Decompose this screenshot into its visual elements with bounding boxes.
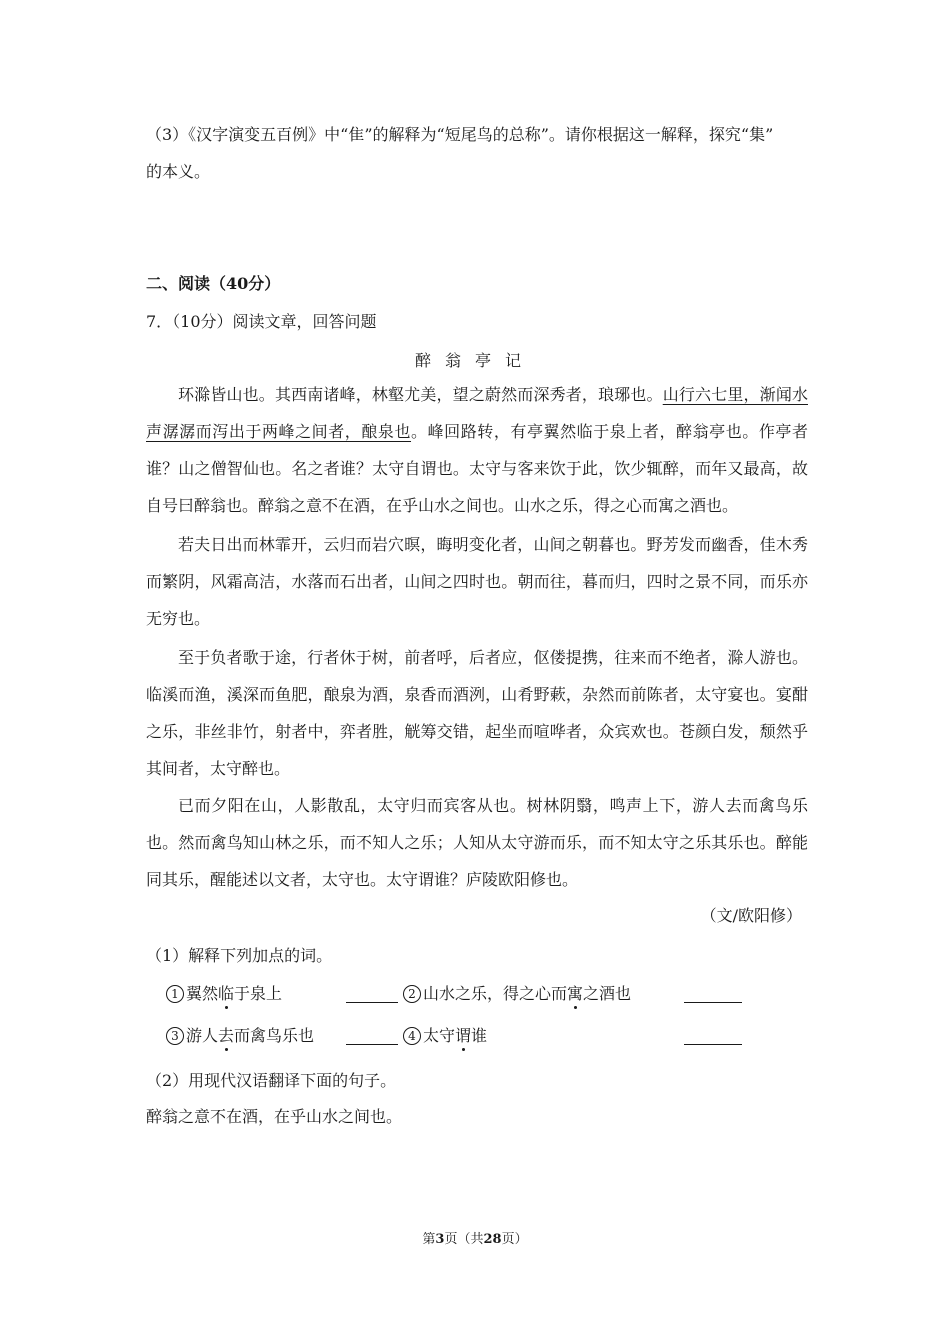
word-item-2 [403, 984, 631, 1004]
underlined-sentence: 山行六七里，渐闻水声潺潺而泻出于两峰之间者，酿泉也 [146, 385, 808, 441]
word-item-text: 于泉上 [234, 984, 283, 1003]
word-item-text: 翼然 [186, 984, 219, 1003]
current-page-number: 3 [435, 1232, 445, 1247]
page-footer [0, 1228, 950, 1247]
circle-number: 2 [403, 985, 421, 1003]
word-item-text: 山水之乐，得之心而 [423, 984, 568, 1003]
word-item-text: 谁 [471, 1026, 488, 1045]
total-page-number: 28 [483, 1232, 502, 1247]
dotted-word: 临 [218, 984, 235, 1003]
circle-number: 1 [166, 985, 184, 1003]
question-7-prompt: 7．（10分）阅读文章，回答问题 [146, 312, 377, 331]
passage-title: 醉翁亭记 [414, 351, 535, 370]
sub-question-1-label: （1）解释下列加点的词。 [146, 946, 333, 965]
word-item-3 [166, 1026, 314, 1046]
footer-text: 第 [422, 1232, 436, 1247]
section-heading: 二、阅读（40分） [146, 274, 281, 293]
q6-3-line1: （3）《汉字演变五百例》中“隹”的解释为“短尾鸟的总称”。请你根据这一解释，探究“集” [146, 125, 774, 144]
author-attribution: （文/欧阳修） [700, 906, 802, 925]
word-item-text: 而禽鸟乐也 [234, 1026, 315, 1045]
passage-paragraph-1 [146, 376, 808, 524]
paragraph-1-start: 环滁皆山也。其西南诸峰，林壑尤美，望之蔚然而深秀者，琅琊也。 [178, 385, 663, 404]
answer-blank-4[interactable] [684, 1044, 742, 1045]
footer-text: 页（共 [444, 1232, 484, 1247]
passage-paragraph-2: 若夫日出而林霏开，云归而岩穴暝，晦明变化者，山间之朝暮也。野芳发而幽香，佳木秀而繁阴，风霜高洁，水落而石出者，山间之四时也。朝而往，暮而归，四时之景不同，而乐亦无穷也。 [146, 535, 808, 628]
sub-question-2-label: （2）用现代汉语翻译下面的句子。 [146, 1071, 397, 1090]
word-item-text: 之酒也 [583, 984, 632, 1003]
passage-paragraph-3: 至于负者歌于途，行者休于树，前者呼，后者应，伛偻提携，往来而不绝者，滁人游也。临溪而渔，溪深而鱼肥，酿泉为酒，泉香而酒洌，山肴野蔌，杂然而前陈者，太守宴也。宴酣之乐，非丝非竹，射者中，弈者胜，觥筹交错，起坐而喧哗者，众宾欢也。苍颜白发，颓然乎其间者，太守醉也。 [146, 648, 808, 778]
dotted-word: 寓 [567, 984, 584, 1003]
footer-text: 页） [501, 1232, 528, 1247]
paragraph-1-end: 。峰回路转，有亭翼然临于泉上者，醉翁亭也。作亭者谁？山之僧智仙也。名之者谁？太守自谓也。太守与客来饮于此，饮少辄醉，而年又最高，故自号曰醉翁也。醉翁之意不在酒，在乎山水之间也。山水之乐，得之心而寓之酒也。 [146, 422, 808, 515]
dotted-word: 谓 [455, 1026, 472, 1045]
word-item-text: 太守 [423, 1026, 456, 1045]
q6-3-line2: 的本义。 [146, 162, 211, 181]
translate-sentence: 醉翁之意不在酒，在乎山水之间也。 [146, 1107, 403, 1126]
passage-paragraph-4: 已而夕阳在山，人影散乱，太守归而宾客从也。树林阴翳，鸣声上下，游人去而禽鸟乐也。然而禽鸟知山林之乐，而不知人之乐；人知从太守游而乐，而不知太守之乐其乐也。醉能同其乐，醒能述以文者，太守也。太守谓谁？庐陵欧阳修也。 [146, 796, 808, 889]
answer-blank-3[interactable] [346, 1044, 398, 1045]
answer-blank-1[interactable] [346, 1002, 398, 1003]
dotted-word: 去 [218, 1026, 235, 1045]
answer-blank-2[interactable] [684, 1002, 742, 1003]
word-item-1 [166, 984, 282, 1004]
circle-number: 4 [403, 1027, 421, 1045]
word-item-text: 游人 [186, 1026, 219, 1045]
circle-number: 3 [166, 1027, 184, 1045]
word-item-4 [403, 1026, 487, 1046]
